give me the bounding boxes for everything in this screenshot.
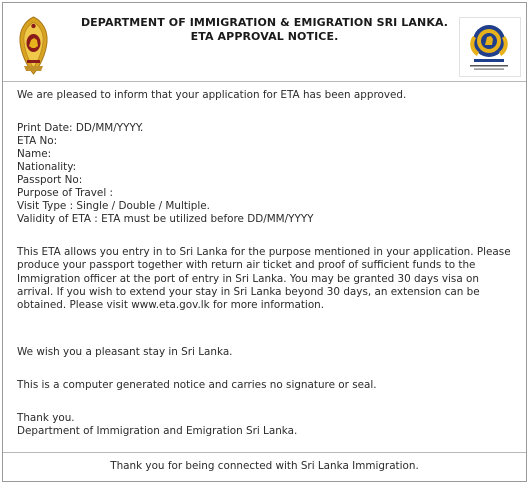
eta-validity-field: Validity of ETA : ETA must be utilized before DD/MM/YYYY	[17, 213, 314, 225]
thank-you-line: Thank you.	[17, 412, 75, 424]
computer-generated-notice: This is a computer generated notice and carries no signature or seal.	[17, 379, 377, 391]
eta-notice-frame	[2, 2, 527, 482]
footer-message: Thank you for being connected with Sri Lanka Immigration.	[110, 460, 419, 472]
eta-details-paragraph: This ETA allows you entry in to Sri Lanka for the purpose mentioned in your application. Please produce your passport together with return air ticket and proof of sufficient funds to the Immigration officer at the port of entry in Sri Lanka. You may be granted 30 days visa on arrival. If you wish to extend your stay in Sri Lanka beyond 30 days, an extension can be obtained. Please visit www.eta.gov.lk for more information.	[17, 246, 511, 312]
footer-divider	[3, 452, 526, 453]
nationality-field: Nationality:	[17, 161, 77, 173]
department-title: DEPARTMENT OF IMMIGRATION & EMIGRATION SRI LANKA.	[80, 16, 449, 29]
passport-number-field: Passport No:	[17, 174, 83, 186]
print-date-field: Print Date: DD/MM/YYYY.	[17, 122, 144, 134]
approval-intro: We are pleased to inform that your application for ETA has been approved.	[17, 89, 407, 101]
sri-lanka-emblem-icon	[17, 16, 50, 76]
department-signoff: Department of Immigration and Emigration Sri Lanka.	[17, 425, 298, 437]
notice-title: ETA APPROVAL NOTICE.	[190, 30, 339, 43]
immigration-crest-icon	[459, 17, 521, 77]
purpose-of-travel-field: Purpose of Travel :	[17, 187, 114, 199]
name-field: Name:	[17, 148, 52, 160]
visit-type-field: Visit Type : Single / Double / Multiple.	[17, 200, 210, 212]
pleasant-stay-message: We wish you a pleasant stay in Sri Lanka.	[17, 346, 233, 358]
eta-number-field: ETA No:	[17, 135, 58, 147]
notice-header	[3, 3, 526, 82]
